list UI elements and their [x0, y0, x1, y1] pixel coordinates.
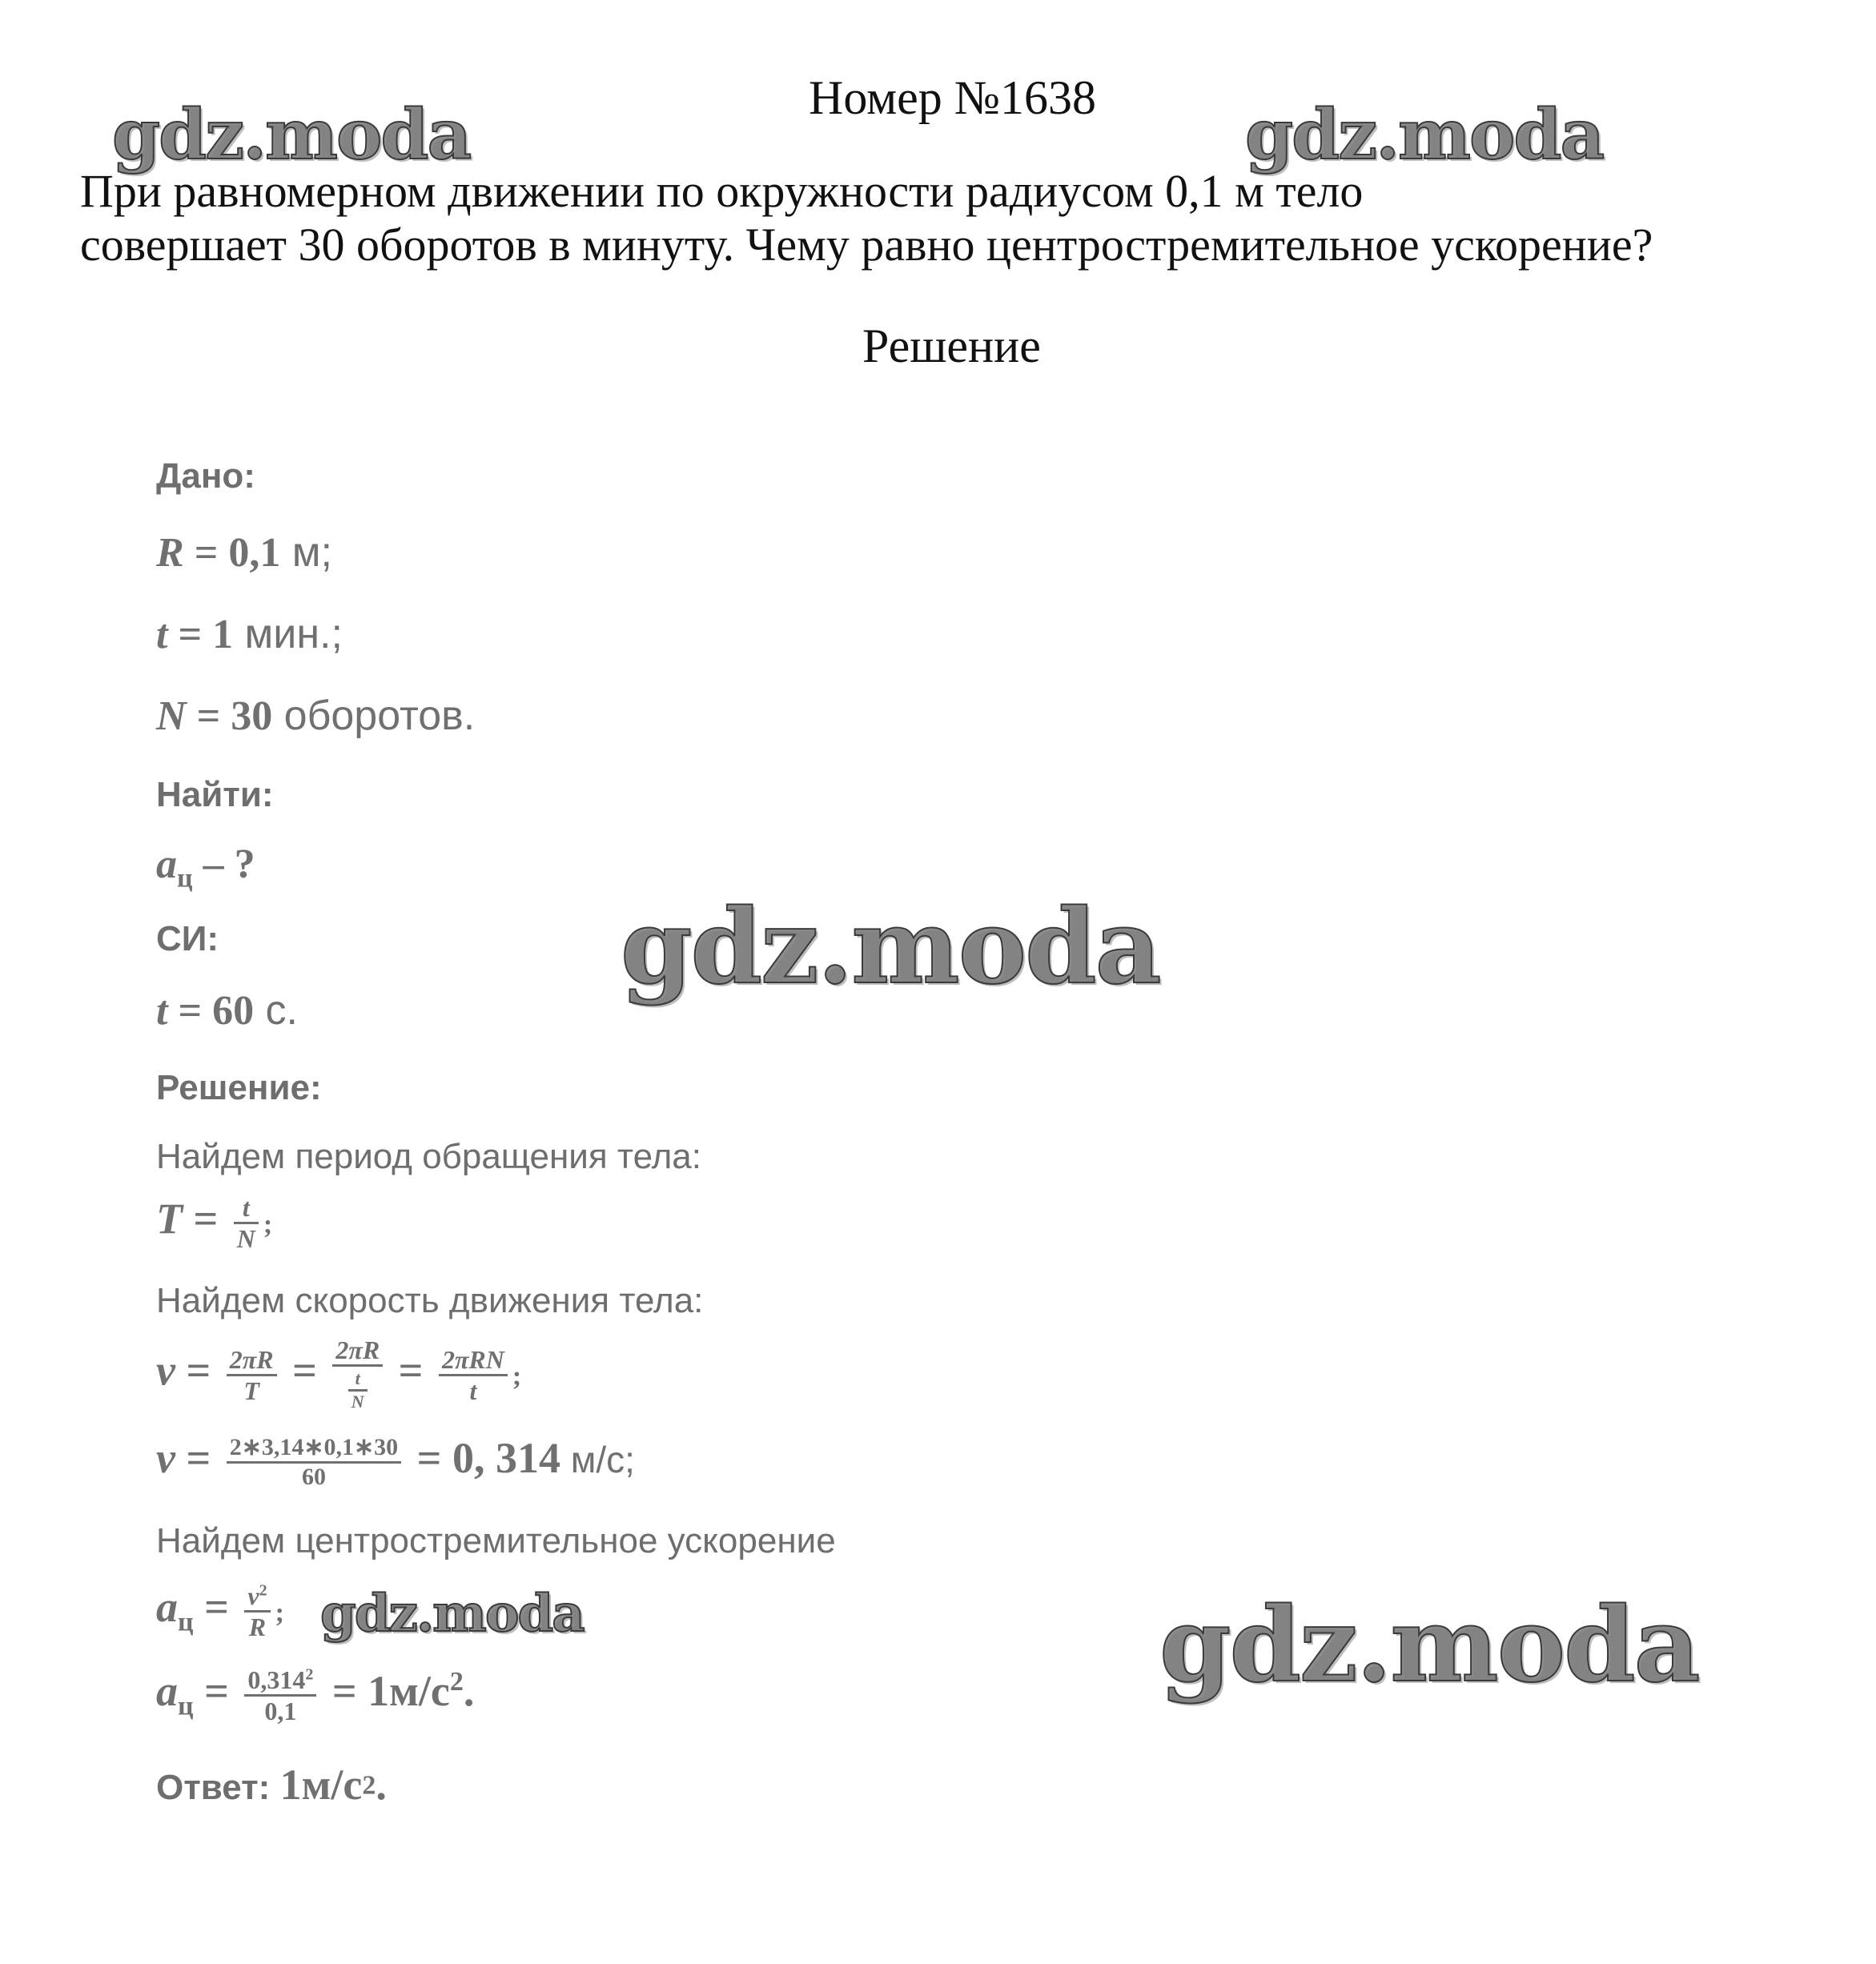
watermark-bottom-right: gdz.moda — [1159, 1585, 1699, 1705]
answer-line — [156, 1760, 387, 1809]
speed-lhs: v — [156, 1346, 175, 1395]
speed-value-fraction — [227, 1434, 401, 1491]
accel-value-numerator-base: 0,314 — [247, 1665, 306, 1694]
speed-value-result: = 0, 314 — [406, 1434, 560, 1482]
answer-label: Ответ: — [156, 1768, 280, 1807]
accel-value-subscript: ц — [178, 1691, 194, 1721]
given-time — [156, 610, 343, 658]
si-time-value: = 60 — [167, 988, 255, 1034]
speed-f1-numerator: 2πR — [227, 1345, 277, 1376]
accel-value-denominator: 0,1 — [264, 1697, 297, 1725]
answer-value: 1м/с — [279, 1761, 363, 1809]
watermark-center: gdz.moda — [621, 887, 1160, 1007]
speed-value-eq: = — [175, 1434, 222, 1482]
watermark-top-right: gdz.moda — [1245, 94, 1604, 175]
accel-value-fraction — [244, 1665, 316, 1725]
accel-value-result: = 1м/с — [321, 1666, 450, 1715]
speed-value-unit: м/с; — [560, 1439, 635, 1480]
accel-numerator-base: v — [247, 1581, 259, 1610]
accel-value-lhs: a — [156, 1666, 178, 1715]
speed-f3-denominator: t — [469, 1376, 477, 1405]
step-period-text: Найдем период обращения тела: — [156, 1137, 701, 1176]
solution-heading: Решение — [862, 319, 1041, 372]
answer-power: 2 — [362, 1770, 376, 1801]
answer-end: . — [376, 1761, 387, 1809]
watermark-formula: gdz.moda — [320, 1584, 584, 1644]
speed-f2-denominator — [332, 1367, 383, 1414]
speed-f3-numerator: 2πRN — [439, 1345, 508, 1376]
find-accel-subscript: ц — [177, 863, 193, 894]
speed-f2-inner-numerator: t — [348, 1368, 368, 1392]
time-unit: мин.; — [233, 611, 343, 657]
radius-value: = 0,1 — [183, 530, 281, 576]
find-label: Найти: — [156, 775, 274, 814]
accel-value-end: . — [463, 1666, 475, 1715]
accel-eq: = — [193, 1582, 240, 1631]
speed-fraction-3 — [439, 1345, 508, 1405]
speed-eq-2: = — [281, 1346, 328, 1395]
period-lhs: T — [156, 1194, 183, 1243]
accel-end: ; — [275, 1597, 284, 1628]
find-acceleration — [156, 841, 255, 894]
revolutions-unit: оборотов. — [272, 693, 476, 739]
radius-symbol: R — [156, 530, 184, 576]
formula-speed-value — [156, 1433, 635, 1491]
formula-accel — [156, 1581, 284, 1641]
period-denominator: N — [236, 1224, 255, 1253]
speed-f2-inner-fraction — [348, 1368, 368, 1412]
si-label: СИ: — [156, 919, 219, 958]
period-eq: = — [183, 1194, 229, 1243]
accel-numerator — [244, 1581, 270, 1613]
given-radius — [156, 528, 332, 576]
formula-speed — [156, 1335, 521, 1414]
time-symbol: t — [156, 612, 168, 657]
accel-fraction — [244, 1581, 270, 1641]
speed-value-lhs: v — [156, 1434, 175, 1482]
time-value: = 1 — [167, 612, 234, 657]
speed-f2-inner-denominator: N — [351, 1392, 364, 1412]
radius-unit: м; — [280, 529, 332, 576]
speed-f1-denominator: T — [243, 1376, 259, 1405]
accel-value-numerator-power: 2 — [305, 1665, 314, 1684]
speed-fraction-2 — [332, 1335, 383, 1414]
problem-line-1: При равномерном движении по окружности радиусом 0,1 м тело — [80, 165, 1364, 217]
revolutions-value: = 30 — [186, 693, 273, 739]
accel-subscript: ц — [178, 1607, 194, 1637]
accel-denominator: R — [248, 1613, 267, 1641]
accel-numerator-power: 2 — [259, 1581, 267, 1600]
si-time — [156, 986, 298, 1034]
si-time-unit: с. — [254, 987, 298, 1034]
revolutions-symbol: N — [156, 693, 187, 739]
step-accel-text: Найдем центростремительное ускорение — [156, 1521, 836, 1560]
accel-lhs: a — [156, 1582, 178, 1631]
accel-value-numerator — [244, 1665, 316, 1697]
speed-eq-3: = — [388, 1346, 434, 1395]
given-label: Дано: — [156, 456, 255, 496]
problem-line-2: совершает 30 оборотов в минуту. Чему равно центростремительное ускорение? — [80, 219, 1653, 271]
speed-end: ; — [512, 1361, 522, 1392]
speed-eq-1: = — [175, 1346, 222, 1395]
speed-value-denominator: 60 — [301, 1464, 326, 1491]
find-accel-symbol: a — [156, 841, 177, 887]
formula-accel-value — [156, 1665, 474, 1725]
formula-period — [156, 1193, 272, 1253]
period-fraction — [234, 1193, 259, 1253]
speed-fraction-1 — [227, 1345, 277, 1405]
given-revolutions — [156, 692, 475, 740]
page-title: Номер №1638 — [809, 71, 1097, 124]
find-accel-rest: – ? — [192, 841, 255, 887]
step-speed-text: Найдем скорость движения тела: — [156, 1281, 704, 1320]
speed-f2-numerator: 2πR — [332, 1335, 383, 1367]
accel-value-eq: = — [193, 1666, 240, 1715]
watermark-top-left: gdz.moda — [112, 94, 471, 175]
period-end: ; — [263, 1209, 273, 1239]
si-time-symbol: t — [156, 988, 168, 1034]
period-numerator: t — [234, 1193, 259, 1224]
solution-label: Решение: — [156, 1068, 322, 1107]
speed-value-numerator: 2∗3,14∗0,1∗30 — [227, 1434, 401, 1464]
accel-value-result-power: 2 — [449, 1666, 464, 1697]
